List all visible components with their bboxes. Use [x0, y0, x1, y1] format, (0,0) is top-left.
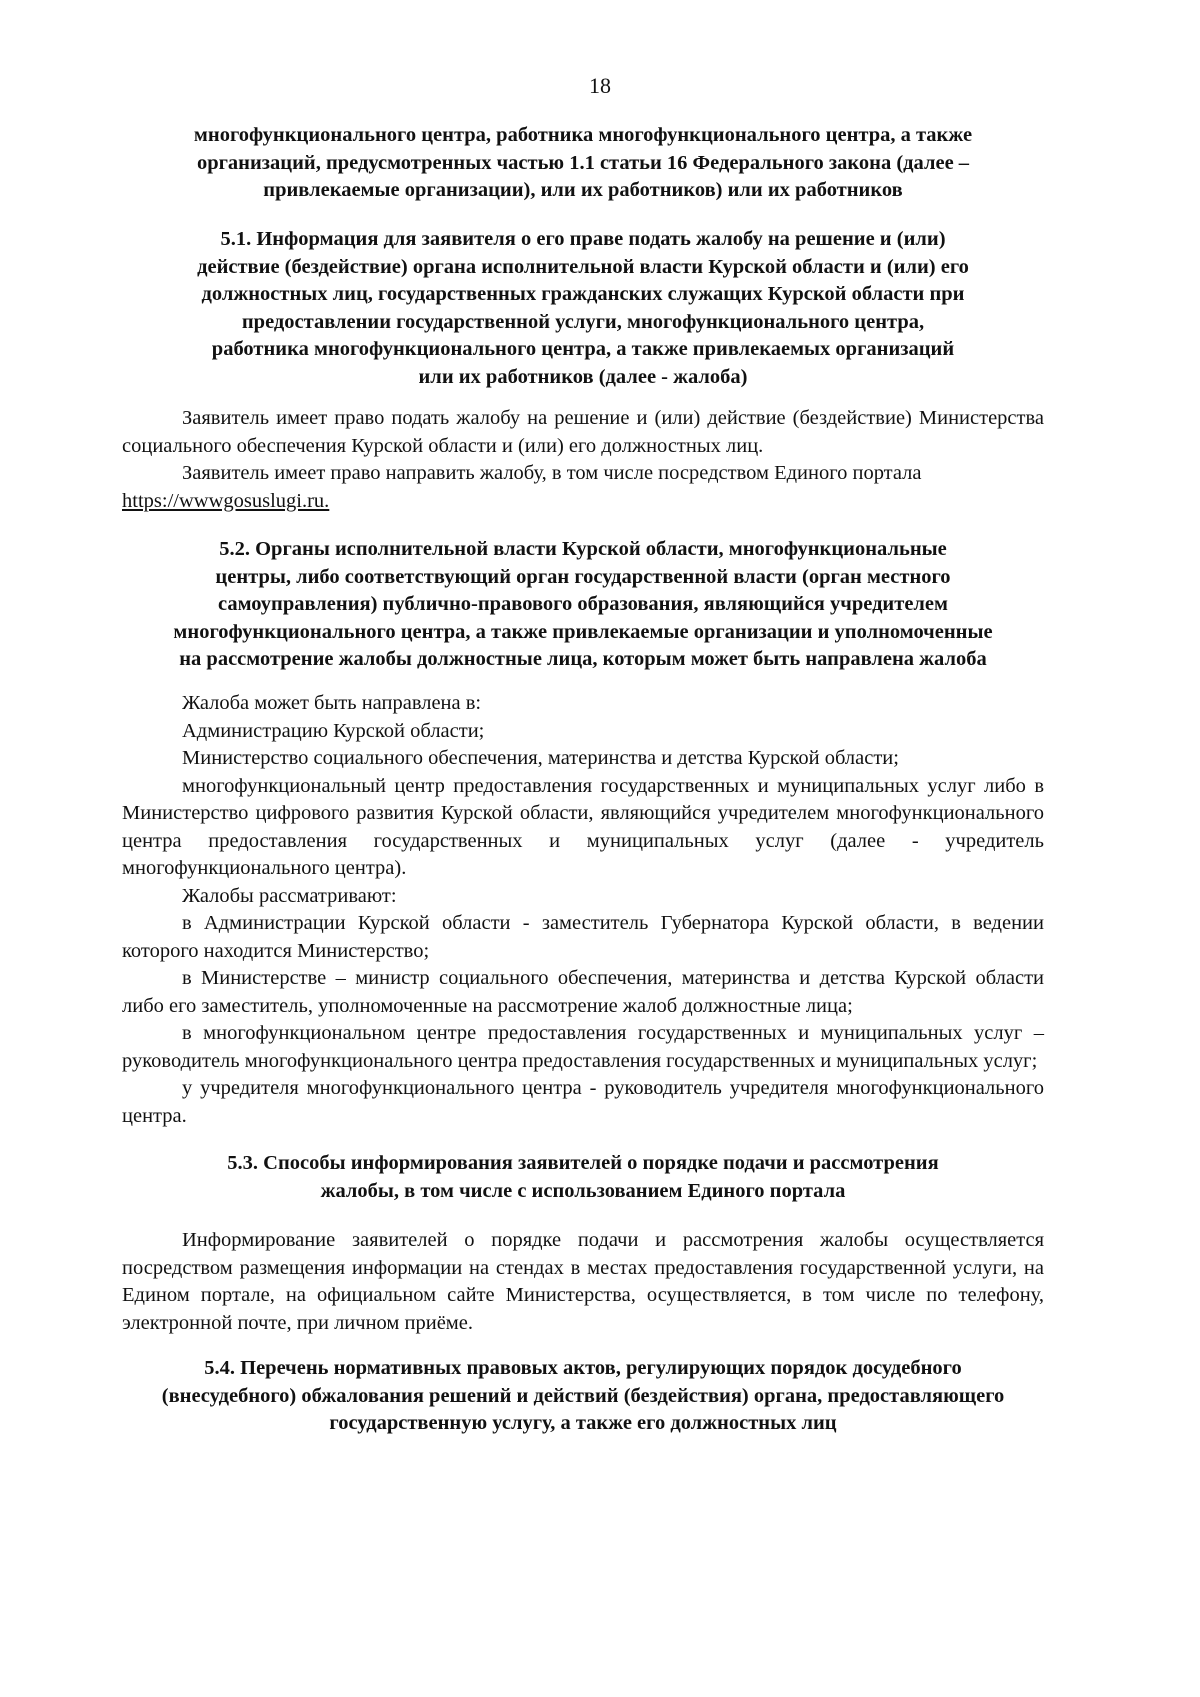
heading-line: предоставлении государственной услуги, многофункционального центра, — [241, 310, 925, 333]
heading-line: 5.4. Перечень нормативных правовых актов, регулирующих порядок досудебного — [204, 1357, 962, 1379]
heading-line: многофункционального центра, работника многофункционального центра, а также — [193, 124, 973, 146]
heading-line: 5.1. Информация для заявителя о его праве подать жалобу на решение и (или) — [220, 228, 946, 250]
heading-line: 5.2. Органы исполнительной власти Курской области, многофункциональные — [219, 538, 947, 560]
paragraph: Жалоба может быть направлена в: — [182, 692, 482, 714]
heading-line: должностных лиц, государственных гражданских служащих Курской области при — [201, 283, 965, 305]
heading-line: самоуправления) публично-правового образования, являющийся учредителем — [218, 593, 948, 615]
heading-line: действие (бездействие) органа исполнительной власти Курской области и (или) его — [197, 255, 969, 278]
heading-line: многофункционального центра, а также привлекаемые организации и уполномоченные — [173, 620, 993, 643]
heading-line: 5.3. Способы информирования заявителей о порядке подачи и рассмотрения — [227, 1152, 939, 1174]
paragraph: Заявитель имеет право подать жалобу на решение и (или) действие (бездействие) Министерства социального обеспечения Курской области и (или) его должностных лиц. — [122, 407, 1044, 457]
section-5-3-heading — [122, 1150, 1044, 1205]
heading-line: жалобы, в том числе с использованием Единого портала — [320, 1179, 846, 1202]
section-5-1-body — [122, 405, 1044, 515]
paragraph: Информирование заявителей о порядке подачи и рассмотрения жалобы осуществляется посредством размещения информации на стендах в местах предоставления государственной услуги, на Едином портале, на официальном сайте Министерства, осуществляется, в том числе по телефону, электронной почте, при личном приёме. — [122, 1229, 1044, 1334]
paragraph: Министерство социального обеспечения, материнства и детства Курской области; — [182, 747, 899, 769]
heading-line: (внесудебного) обжалования решений и действий (бездействия) органа, предоставляющего — [161, 1384, 1005, 1407]
gosuslugi-link[interactable]: https://wwwgosuslugi.ru. — [122, 489, 330, 512]
heading-line: организаций, предусмотренных частью 1.1 статьи 16 Федерального закона (далее – — [196, 151, 970, 174]
intro-heading — [122, 122, 1044, 205]
section-5-1-heading — [122, 226, 1044, 391]
heading-line: центры, либо соответствующий орган государственной власти (орган местного — [215, 565, 951, 588]
section-5-3-body — [122, 1227, 1044, 1337]
heading-line: государственную услугу, а также его должностных лиц — [329, 1412, 837, 1434]
paragraph — [122, 488, 1044, 516]
section-5-2-heading — [122, 536, 1044, 674]
heading-line: или их работников (далее - жалоба) — [418, 365, 748, 388]
paragraph: Заявитель имеет право направить жалобу, в том числе посредством Единого портала — [182, 462, 922, 484]
heading-line: на рассмотрение жалобы должностные лица, которым может быть направлена жалоба — [179, 648, 987, 670]
paragraph: Администрацию Курской области; — [182, 719, 485, 742]
section-5-2-body — [122, 690, 1044, 1130]
paragraph: в Министерстве – министр социального обеспечения, материнства и детства Курской области либо его заместитель, уполномоченные на рассмотрение жалоб должностные лица; — [122, 967, 1044, 1017]
page-number: 18 — [589, 73, 611, 98]
paragraph: Жалобы рассматривают: — [182, 884, 397, 907]
paragraph: многофункциональный центр предоставления государственных и муниципальных услуг либо в Министерство цифрового развития Курской области, являющийся учредителем многофункционального центра предоставления государственных и муниципальных услуг (далее - учредитель многофункционального центра). — [122, 774, 1044, 879]
heading-line: работника многофункционального центра, а также привлекаемых организаций — [211, 338, 955, 360]
heading-line: привлекаемые организации), или их работников) или их работников — [263, 179, 903, 201]
paragraph: в Администрации Курской области - заместитель Губернатора Курской области, в ведении которого находится Министерство; — [122, 912, 1044, 962]
section-5-4-heading — [122, 1355, 1044, 1438]
paragraph: у учредителя многофункционального центра - руководитель учредителя многофункционального центра. — [122, 1077, 1044, 1127]
paragraph: в многофункциональном центре предоставления государственных и муниципальных услуг – руководитель многофункционального центра предоставления государственных и муниципальных услуг; — [122, 1022, 1044, 1072]
